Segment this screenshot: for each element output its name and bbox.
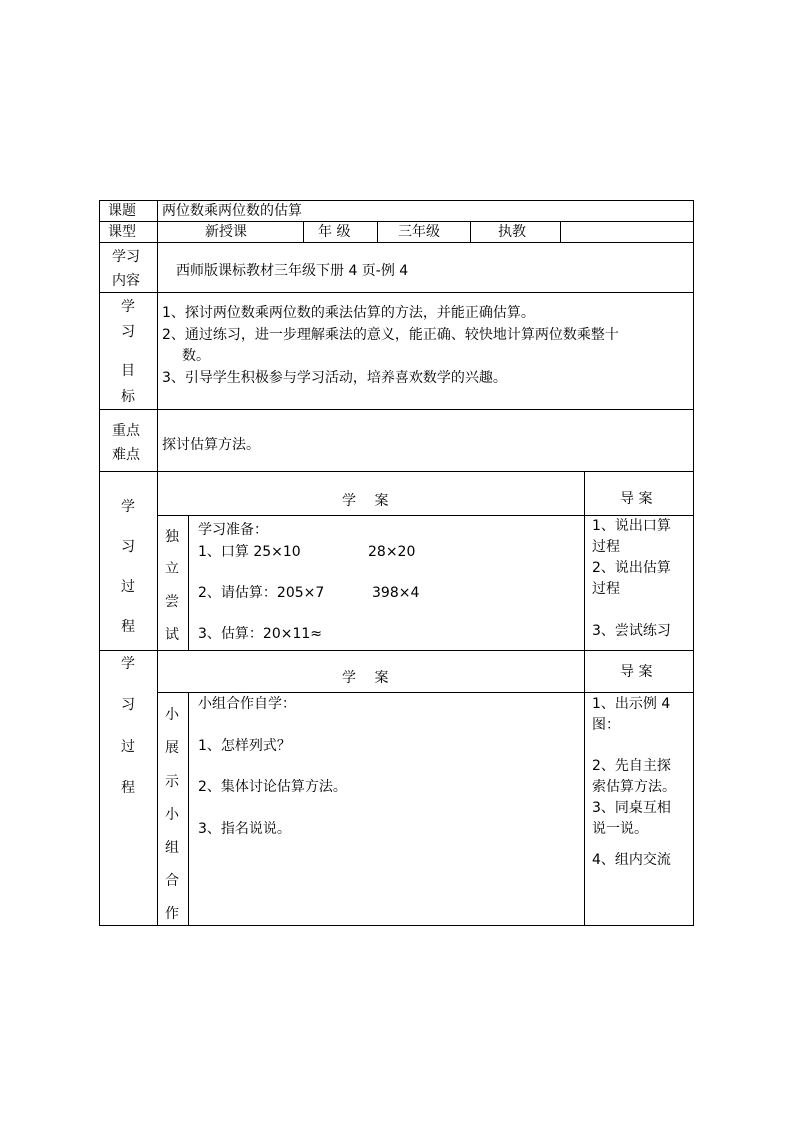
process1-label-char: 习 [121,539,135,555]
rule [693,200,694,926]
process1-line2-a: 2、请估算：205×7 [198,585,325,601]
process2-guide-item: 1、出示例 4 [592,696,671,712]
process2-guide-item: 索估算方法。 [592,779,676,795]
process2-sub-label-char: 展 [165,740,179,756]
process1-guide-item: 3、尝试练习 [592,623,671,639]
process2-sub-label-char: 作 [165,906,179,922]
rule [99,200,100,926]
rule [377,221,378,242]
goal-item: 1、探讨两位数乘两位数的乘法估算的方法，并能正确估算。 [162,305,535,321]
goals-label-char: 学 [121,299,135,315]
goals-label-char: 习 [121,324,135,340]
process1-col-header: 学 案 [342,493,389,509]
process2-sub-label-char: 组 [165,840,179,856]
rule [99,200,694,201]
rule [584,471,585,650]
rule [99,471,694,472]
process1-sub-label-char: 立 [165,561,179,577]
process1-guide-item: 2、说出估算 [592,560,671,576]
process2-sub-label-char: 小 [165,707,179,723]
rule [99,409,694,410]
process2-guide-item: 3、同桌互相 [592,800,671,816]
type-value: 新授课 [205,224,247,240]
content-label-line1: 学习 [112,249,140,265]
process2-sub-label-char: 合 [165,873,179,889]
process1-line3: 3、估算：20×11≈ [198,626,322,642]
rule [99,292,694,293]
process2-guide-item: 4、组内交流 [592,852,671,868]
rule [157,515,694,516]
rule [584,650,585,925]
process1-guide-item: 过程 [592,581,620,597]
process2-label-char: 程 [121,780,135,796]
goals-label-char: 标 [121,389,135,405]
process1-label-char: 程 [121,619,135,635]
goals-label-char: 目 [121,363,135,379]
process2-item: 1、怎样列式？ [198,738,291,754]
content-label-line2: 内容 [112,273,140,289]
rule [188,515,189,650]
rule [303,221,304,242]
process2-col-header: 学 案 [342,670,389,686]
rule [188,692,189,925]
process2-label-char: 学 [121,656,135,672]
process1-sub-label-char: 试 [165,627,179,643]
process1-line1-b: 28×20 [368,544,416,560]
type-label: 课型 [108,224,136,240]
topic-label: 课题 [108,203,136,219]
goal-item: 3、引导学生积极参与学习活动，培养喜欢数学的兴趣。 [162,370,507,386]
key-value: 探讨估算方法。 [162,437,260,453]
process1-label-char: 学 [121,499,135,515]
process2-sub-label-char: 小 [165,807,179,823]
content-value: 西师版课标教材三年级下册 4 页-例 4 [176,263,409,279]
process1-prep: 学习准备： [198,522,268,538]
process1-guide-item: 过程 [592,539,620,555]
process1-sub-label-char: 独 [165,529,179,545]
key-label-line1: 重点 [112,423,140,439]
process1-guide-header: 导 案 [620,491,653,507]
rule [99,221,694,222]
rule [157,200,158,926]
rule [157,692,694,693]
process1-line1-a: 1、口算 25×10 [198,544,301,560]
process1-label-char: 过 [121,579,135,595]
rule [99,650,694,651]
rule [560,221,561,242]
key-label-line2: 难点 [112,447,140,463]
process1-guide-item: 1、说出口算 [592,518,671,534]
goal-item: 2、通过练习，进一步理解乘法的意义，能正确、较快地计算两位数乘整十 [162,327,619,343]
teacher-label: 执教 [498,224,526,240]
process2-guide-item: 说一说。 [592,821,648,837]
goal-item: 数。 [182,348,210,364]
rule [470,221,471,242]
process2-label-char: 过 [121,739,135,755]
process2-sub-label-char: 示 [165,774,179,790]
topic-value: 两位数乘两位数的估算 [162,203,302,219]
process1-line2-b: 398×4 [372,585,420,601]
process2-guide-item: 图： [592,717,620,733]
rule [99,925,694,926]
grade-value: 三年级 [398,224,440,240]
process2-intro: 小组合作自学： [198,696,296,712]
grade-label: 年 级 [318,224,351,240]
process2-item: 3、指名说说。 [198,821,291,837]
process1-sub-label-char: 尝 [165,594,179,610]
process2-guide-header: 导 案 [620,664,653,680]
process2-guide-item: 2、先自主探 [592,758,671,774]
process2-label-char: 习 [121,697,135,713]
process2-item: 2、集体讨论估算方法。 [198,779,347,795]
rule [99,242,694,243]
